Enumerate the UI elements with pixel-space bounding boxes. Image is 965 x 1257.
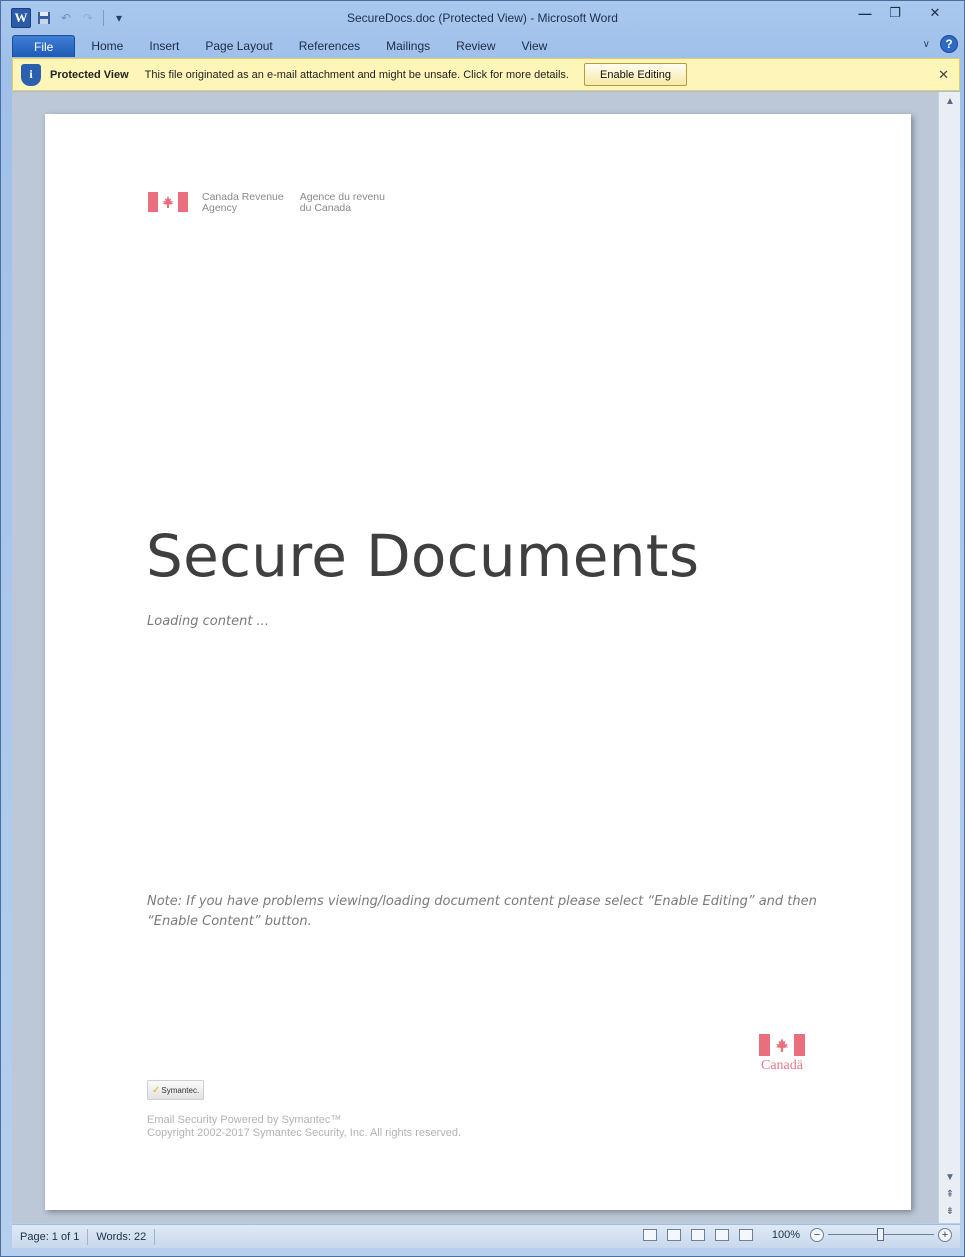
canada-wordmark-text: Canadä xyxy=(761,1058,803,1073)
ribbon-tabs xyxy=(12,33,962,57)
close-button[interactable]: ✕ xyxy=(929,5,941,20)
tab-page-layout[interactable]: Page Layout xyxy=(205,39,273,53)
shield-info-icon: i xyxy=(21,64,41,86)
protected-view-message[interactable]: This file originated as an e-mail attachment and might be unsafe. Click for more details. xyxy=(144,68,569,81)
status-bar xyxy=(12,1224,960,1248)
loading-text: Loading content ... xyxy=(147,614,269,629)
protected-view-bar[interactable] xyxy=(12,58,960,91)
tab-references[interactable]: References xyxy=(298,39,361,53)
restore-button[interactable]: ❐ xyxy=(889,5,901,20)
canada-wordmark-flag-icon xyxy=(759,1034,805,1056)
word-app-icon[interactable]: W xyxy=(11,8,31,28)
previous-page-icon[interactable]: ⇞ xyxy=(945,1189,955,1200)
word-count[interactable]: Words: 22 xyxy=(88,1229,155,1245)
help-icon[interactable]: ? xyxy=(940,35,958,53)
ribbon-right-controls xyxy=(923,35,958,53)
canada-wordmark xyxy=(759,1034,805,1074)
close-icon[interactable]: ✕ xyxy=(938,67,949,82)
symantec-powered-text: Email Security Powered by Symantec™ xyxy=(147,1114,342,1126)
cra-header-logo xyxy=(148,192,385,214)
minimize-button[interactable]: — xyxy=(858,5,872,21)
zoom-slider[interactable] xyxy=(828,1228,934,1242)
zoom-slider-thumb[interactable] xyxy=(877,1228,884,1241)
document-page xyxy=(45,114,911,1210)
customize-qat-icon[interactable]: ▾ xyxy=(115,11,123,25)
redo-icon[interactable]: ↷ xyxy=(82,11,94,25)
tab-view[interactable]: View xyxy=(521,39,548,53)
agency-name-en: Canada Revenue Agency xyxy=(202,191,284,214)
tab-insert[interactable]: Insert xyxy=(149,39,180,53)
full-screen-reading-icon[interactable] xyxy=(667,1229,681,1241)
scroll-down-icon[interactable]: ▼ xyxy=(945,1172,955,1183)
next-page-icon[interactable]: ⇟ xyxy=(945,1206,955,1217)
enable-editing-button[interactable]: Enable Editing xyxy=(584,63,687,86)
scroll-up-icon[interactable]: ▲ xyxy=(945,96,955,107)
zoom-out-icon[interactable]: − xyxy=(810,1228,824,1242)
title-bar xyxy=(1,1,964,33)
undo-icon[interactable]: ↶ xyxy=(60,11,72,25)
page-count[interactable]: Page: 1 of 1 xyxy=(12,1229,88,1245)
symantec-badge-label: Symantec. xyxy=(161,1085,200,1095)
note-text: Note: If you have problems viewing/loading document content please select “Enable Editing” and then “Enable Content” button. xyxy=(147,894,817,929)
window-title: SecureDocs.doc (Protected View) - Microsoft Word xyxy=(347,11,618,25)
document-title: Secure Documents xyxy=(146,522,700,590)
document-area[interactable] xyxy=(12,92,938,1223)
minimize-ribbon-icon[interactable]: ∨ xyxy=(922,38,930,50)
tab-mailings[interactable]: Mailings xyxy=(386,39,431,53)
outline-view-icon[interactable] xyxy=(715,1229,729,1241)
zoom-in-icon[interactable]: + xyxy=(938,1228,952,1242)
agency-name-fr: Agence du revenu du Canada xyxy=(299,191,385,214)
symantec-badge xyxy=(147,1080,204,1100)
tab-review[interactable]: Review xyxy=(456,39,496,53)
tab-file[interactable]: File xyxy=(12,35,75,57)
window-controls xyxy=(850,3,960,23)
canada-flag-icon xyxy=(148,192,188,212)
check-icon: ✓ xyxy=(152,1084,161,1096)
view-and-zoom-controls xyxy=(640,1228,952,1242)
protected-view-title: Protected View xyxy=(50,68,129,81)
web-layout-icon[interactable] xyxy=(691,1229,705,1241)
vertical-scrollbar[interactable] xyxy=(938,92,960,1223)
draft-view-icon[interactable] xyxy=(739,1229,753,1241)
tab-home[interactable]: Home xyxy=(91,39,124,53)
symantec-copyright-text: Copyright 2002-2017 Symantec Security, Inc. All rights reserved. xyxy=(147,1127,462,1139)
print-layout-view-icon[interactable] xyxy=(643,1229,657,1241)
zoom-level[interactable]: 100% xyxy=(771,1229,800,1241)
